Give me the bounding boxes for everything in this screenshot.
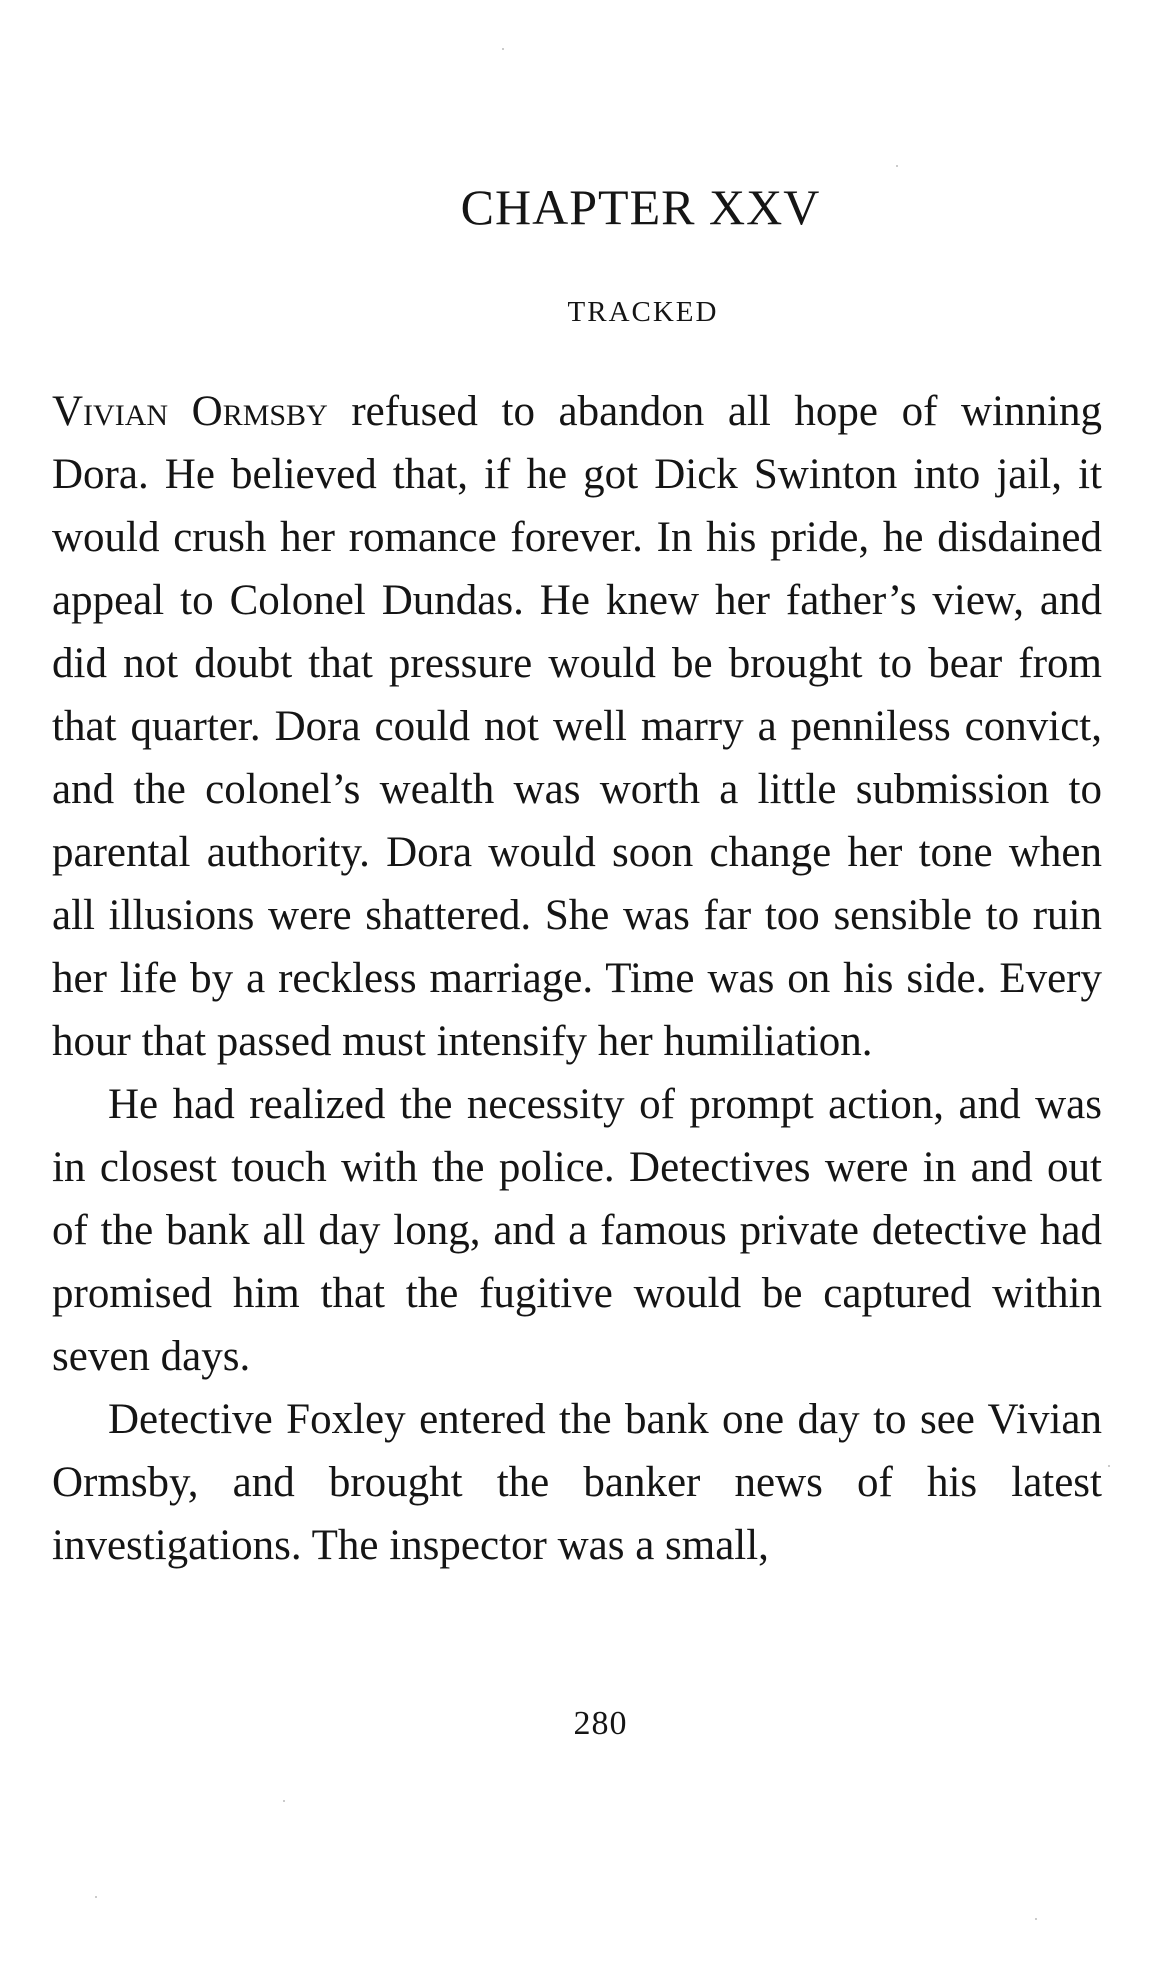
body-text: [52, 380, 1102, 1577]
chapter-title: CHAPTER XXV: [460, 179, 821, 235]
scan-speck: [1035, 1918, 1037, 1920]
paragraph-lead-smallcaps: Vivian Ormsby: [52, 388, 328, 435]
chapter-subtitle: TRACKED: [567, 296, 719, 328]
scan-speck: [896, 165, 898, 167]
page-number: 280: [573, 1705, 628, 1742]
scan-speck: [95, 1896, 97, 1898]
paragraph-3: Detective Foxley entered the bank one day to see Vivian Ormsby, and brought the banker news of his latest investigations. The inspector was a small,: [52, 1396, 1102, 1569]
paragraph-2: He had realized the necessity of prompt action, and was in closest touch with the police. Detectives were in and out of the bank all day long, and a famous private detective had promised him that the fugitive would be captured within seven days.: [52, 1081, 1102, 1380]
paragraph-1: [52, 380, 1102, 1073]
paragraph-1-text: refused to abandon all hope of winning Dora. He believed that, if he got Dick Swinton into jail, it would crush her romance forever. In his pride, he disdained appeal to Colonel Dundas. He knew her father’s view, and did not doubt that pressure would be brought to bear from that quarter. Dora could not well marry a penniless convict, and the colonel’s wealth was worth a little submission to parental authority. Dora would soon change her tone when all illusions were shattered. She was far too sensible to ruin her life by a reckless marriage. Time was on his side. Every hour that passed must intensify her humiliation.: [52, 388, 1102, 1065]
scan-speck: [1108, 1465, 1110, 1467]
scan-speck: [502, 48, 504, 50]
scan-speck: [283, 1800, 285, 1802]
